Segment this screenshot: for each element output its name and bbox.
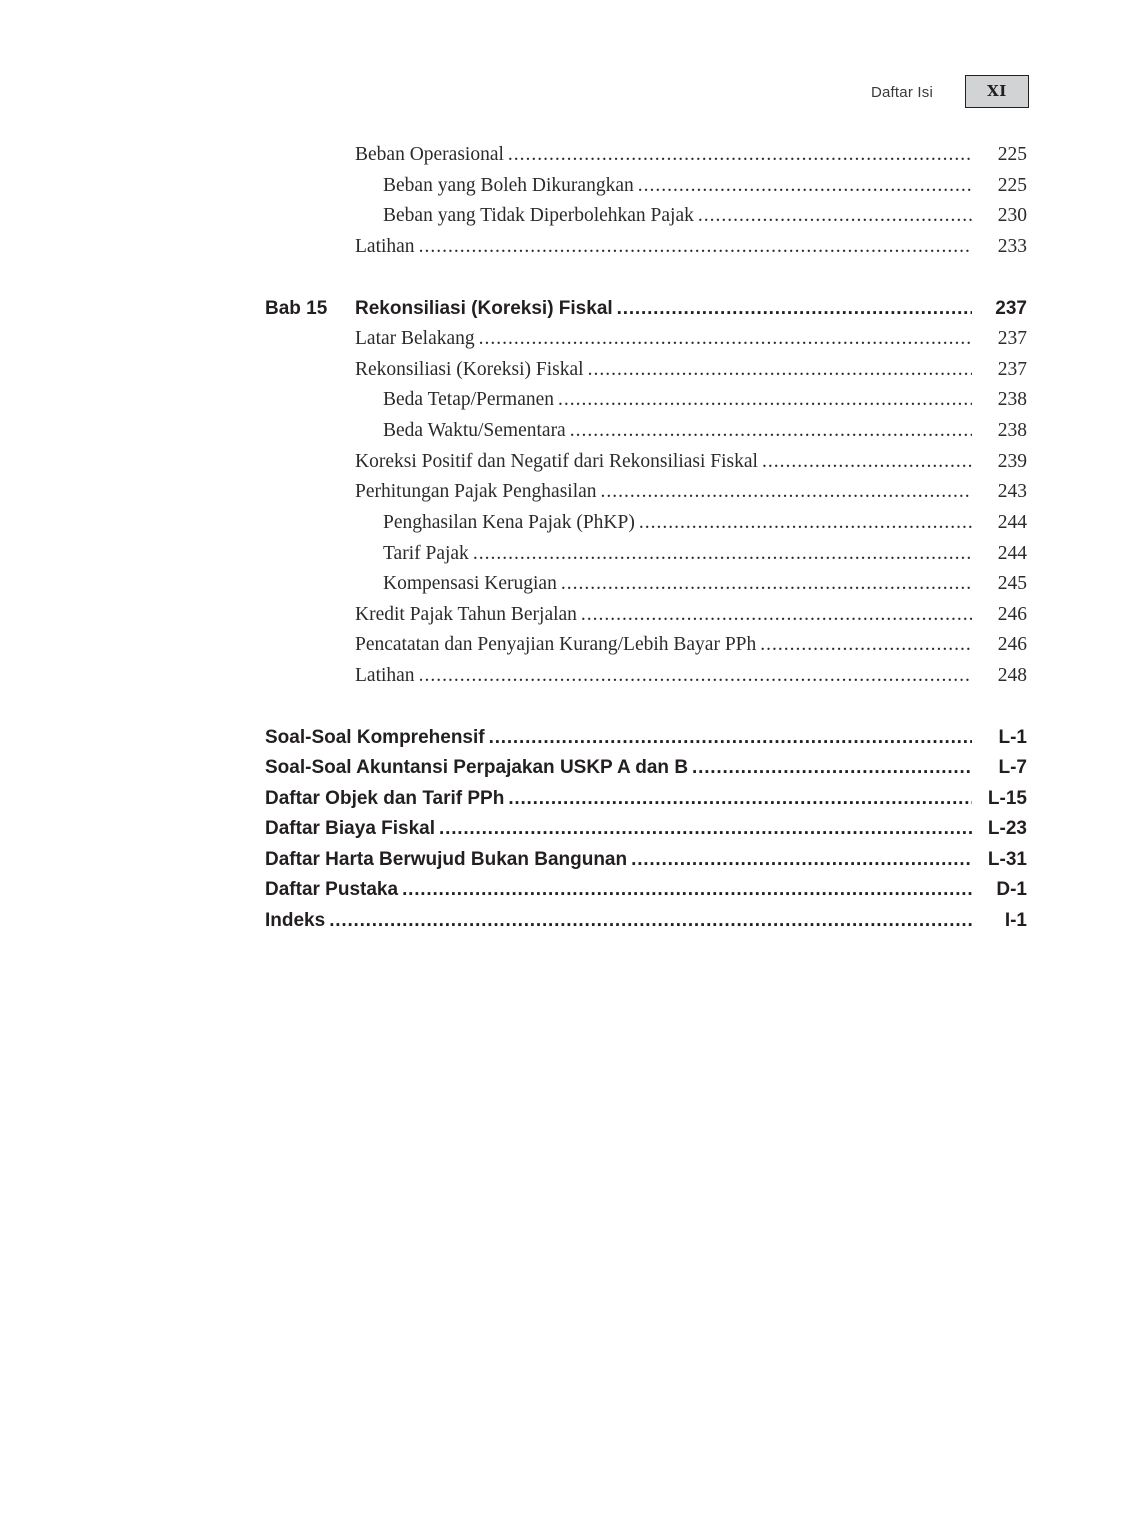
leader-dots bbox=[415, 236, 972, 258]
toc-entry-title: Beban yang Tidak Diperbolehkan Pajak bbox=[383, 205, 694, 226]
toc-entry-page: 237 bbox=[997, 328, 1027, 349]
toc-entry-title: Perhitungan Pajak Penghasilan bbox=[355, 481, 597, 502]
toc-entry-page: 225 bbox=[997, 175, 1027, 196]
toc-entry-title: Latar Belakang bbox=[355, 328, 475, 349]
toc-main-entry[interactable] bbox=[0, 757, 1122, 787]
toc-main-entry[interactable] bbox=[0, 879, 1122, 909]
leader-dots bbox=[688, 757, 972, 779]
toc-main-entry[interactable] bbox=[0, 818, 1122, 848]
toc-entry-title: Latihan bbox=[355, 236, 415, 257]
leader-dots bbox=[577, 604, 972, 626]
toc-entry-title: Penghasilan Kena Pajak (PhKP) bbox=[383, 512, 635, 533]
toc-entry-page: 237 bbox=[997, 359, 1027, 380]
toc-entry-title: Pencatatan dan Penyajian Kurang/Lebih Bayar PPh bbox=[355, 634, 757, 655]
leader-dots bbox=[635, 512, 972, 534]
toc-entry[interactable] bbox=[0, 359, 1122, 389]
leader-dots bbox=[597, 481, 972, 503]
toc-entry-page: 238 bbox=[997, 389, 1027, 410]
toc-entry-page: 246 bbox=[997, 634, 1027, 655]
toc-entry-page: 233 bbox=[997, 236, 1027, 257]
toc-entry-page: 230 bbox=[997, 205, 1027, 226]
leader-dots bbox=[435, 818, 972, 840]
leader-dots bbox=[758, 451, 972, 473]
toc-entry-page: 225 bbox=[997, 144, 1027, 165]
page-number-box bbox=[965, 75, 1029, 108]
toc-main-title: Soal-Soal Komprehensif bbox=[265, 727, 485, 748]
leader-dots bbox=[504, 144, 972, 166]
leader-dots bbox=[475, 328, 972, 350]
leader-dots bbox=[634, 175, 972, 197]
toc-entry[interactable] bbox=[0, 389, 1122, 419]
toc-entry[interactable] bbox=[0, 512, 1122, 542]
toc-main-page: L-31 bbox=[987, 849, 1027, 870]
toc-entry-title: Beban yang Boleh Dikurangkan bbox=[383, 175, 634, 196]
toc-entry[interactable] bbox=[0, 481, 1122, 511]
toc-entry[interactable] bbox=[0, 420, 1122, 450]
toc-entry-page: 248 bbox=[997, 665, 1027, 686]
toc-main-title: Indeks bbox=[265, 910, 326, 931]
leader-dots bbox=[756, 634, 972, 656]
toc-main-page: I-1 bbox=[1004, 910, 1027, 931]
toc-entry-title: Beda Tetap/Permanen bbox=[383, 389, 555, 410]
toc-entry-page: 246 bbox=[997, 604, 1027, 625]
toc-entry-title: Tarif Pajak bbox=[383, 543, 469, 564]
leader-dots bbox=[613, 298, 972, 320]
toc-main-title: Daftar Biaya Fiskal bbox=[265, 818, 436, 839]
leader-dots bbox=[557, 573, 972, 595]
toc-entry-page: 239 bbox=[997, 451, 1027, 472]
toc-main-page: D-1 bbox=[996, 879, 1027, 900]
page-number: XI bbox=[987, 82, 1007, 100]
toc-entry-title: Kredit Pajak Tahun Berjalan bbox=[355, 604, 577, 625]
leader-dots bbox=[398, 879, 972, 901]
toc-main-entry[interactable] bbox=[0, 849, 1122, 879]
toc-main-page: L-1 bbox=[998, 727, 1027, 748]
leader-dots bbox=[584, 359, 972, 381]
toc-entry[interactable] bbox=[0, 451, 1122, 481]
leader-dots bbox=[325, 910, 972, 932]
toc-chapter-entry[interactable] bbox=[0, 298, 1122, 328]
toc-entry[interactable] bbox=[0, 543, 1122, 573]
toc-main-entry[interactable] bbox=[0, 727, 1122, 757]
leader-dots bbox=[566, 420, 972, 442]
toc-entry-title: Latihan bbox=[355, 665, 415, 686]
chapter-page: 237 bbox=[995, 298, 1027, 319]
toc-entry-page: 244 bbox=[997, 543, 1027, 564]
toc-entry-title: Beban Operasional bbox=[355, 144, 504, 165]
toc-entry[interactable] bbox=[0, 328, 1122, 358]
toc-main-title: Soal-Soal Akuntansi Perpajakan USKP A dan B bbox=[265, 757, 689, 778]
toc-entry-page: 243 bbox=[997, 481, 1027, 502]
toc-entry[interactable] bbox=[0, 604, 1122, 634]
toc-entry-page: 238 bbox=[997, 420, 1027, 441]
toc-entry[interactable] bbox=[0, 634, 1122, 664]
toc-main-page: L-7 bbox=[998, 757, 1027, 778]
leader-dots bbox=[554, 389, 972, 411]
toc-entry[interactable] bbox=[0, 175, 1122, 205]
chapter-number: Bab 15 bbox=[265, 298, 328, 319]
toc-main-entry[interactable] bbox=[0, 788, 1122, 818]
toc-entry-title: Rekonsiliasi (Koreksi) Fiskal bbox=[355, 359, 584, 380]
toc-entry[interactable] bbox=[0, 665, 1122, 695]
toc-main-entry[interactable] bbox=[0, 910, 1122, 940]
toc-main-title: Daftar Harta Berwujud Bukan Bangunan bbox=[265, 849, 628, 870]
leader-dots bbox=[485, 727, 972, 749]
toc-entry[interactable] bbox=[0, 236, 1122, 266]
toc-entry-title: Kompensasi Kerugian bbox=[383, 573, 557, 594]
toc-main-title: Daftar Objek dan Tarif PPh bbox=[265, 788, 505, 809]
section-label: Daftar Isi bbox=[870, 84, 933, 101]
toc-entry-page: 245 bbox=[997, 573, 1027, 594]
toc-main-page: L-15 bbox=[987, 788, 1027, 809]
toc-entry-title: Koreksi Positif dan Negatif dari Rekonsiliasi Fiskal bbox=[355, 451, 758, 472]
toc-entry[interactable] bbox=[0, 205, 1122, 235]
toc-main-page: L-23 bbox=[987, 818, 1027, 839]
toc-main-title: Daftar Pustaka bbox=[265, 879, 399, 900]
leader-dots bbox=[469, 543, 972, 565]
toc-entry[interactable] bbox=[0, 144, 1122, 174]
toc-entry[interactable] bbox=[0, 573, 1122, 603]
toc-entry-title: Beda Waktu/Sementara bbox=[383, 420, 566, 441]
leader-dots bbox=[504, 788, 972, 810]
chapter-title: Rekonsiliasi (Koreksi) Fiskal bbox=[355, 298, 613, 319]
leader-dots bbox=[415, 665, 972, 687]
leader-dots bbox=[627, 849, 972, 871]
leader-dots bbox=[694, 205, 972, 227]
toc-entry-page: 244 bbox=[997, 512, 1027, 533]
